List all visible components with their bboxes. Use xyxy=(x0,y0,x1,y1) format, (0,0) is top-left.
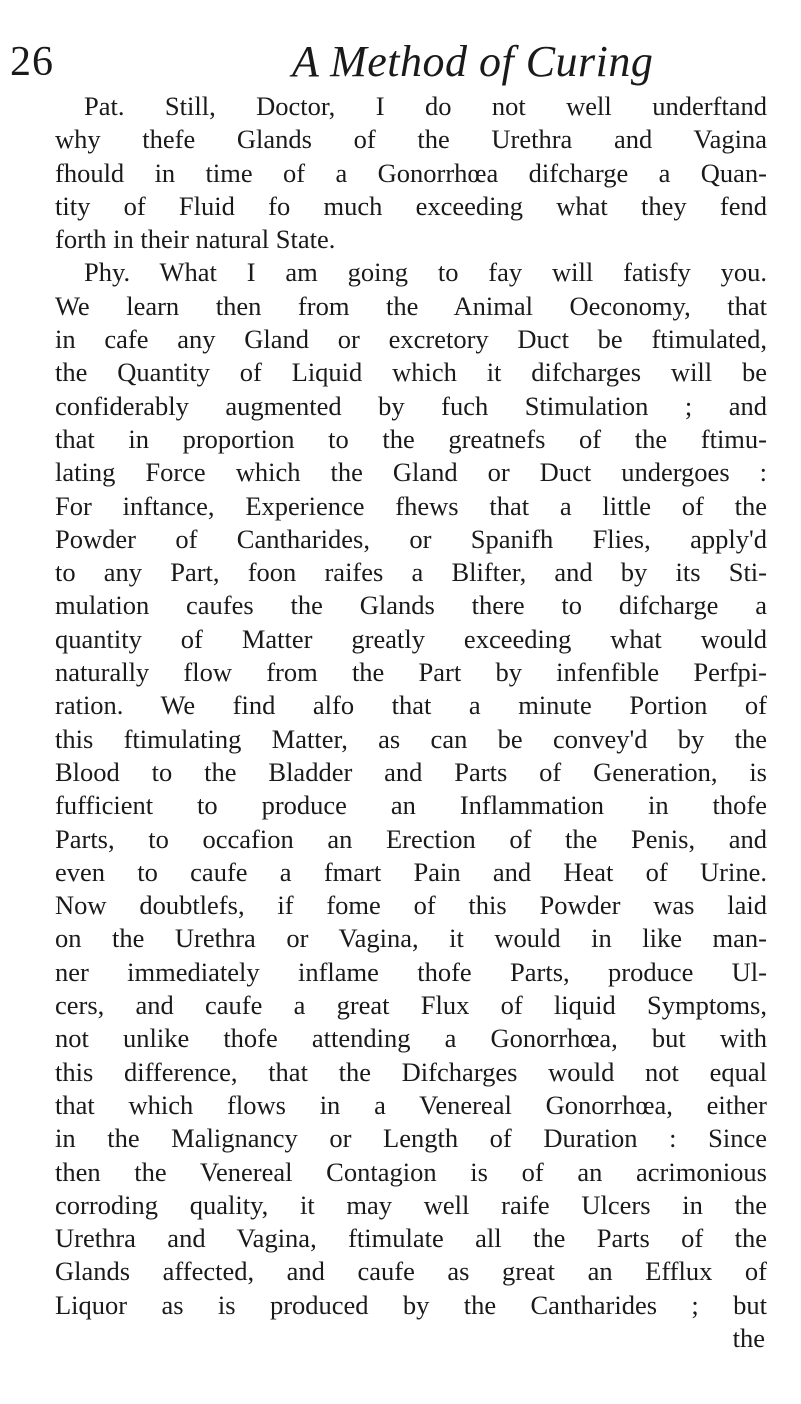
text-line: that in proportion to the greatnefs of the ftimu- xyxy=(55,423,767,454)
text-line: For inftance, Experience fhews that a little of the xyxy=(55,490,767,521)
text-line: the Quantity of Liquid which it difcharges will be xyxy=(55,357,767,388)
text-line: on the Urethra or Vagina, it would in like man- xyxy=(55,923,767,954)
page-number: 26 xyxy=(10,39,54,85)
text-line: Pat. Still, Doctor, I do not well underftand xyxy=(84,91,767,121)
text-line: fufficient to produce an Inflammation in thofe xyxy=(55,790,767,821)
text-line: in cafe any Gland or excretory Duct be ftimulated, xyxy=(55,324,767,355)
text-line: Blood to the Bladder and Parts of Generation, is xyxy=(55,756,767,787)
text-line: to any Part, foon raifes a Blifter, and by its Sti- xyxy=(55,557,767,588)
text-line: Now doubtlefs, if fome of this Powder was laid xyxy=(55,890,767,921)
text-line: Parts, to occafion an Erection of the Penis, and xyxy=(55,823,767,854)
text-line: even to caufe a fmart Pain and Heat of Urine. xyxy=(55,856,767,887)
text-line: that which flows in a Venereal Gonorrhœa, either xyxy=(55,1089,767,1120)
text-line: forth in their natural State. xyxy=(55,224,336,255)
text-line: this ftimulating Matter, as can be convey'd by the xyxy=(55,723,767,754)
text-line: Liquor as is produced by the Cantharides ; but xyxy=(55,1289,767,1320)
text-line: cers, and caufe a great Flux of liquid Symptoms, xyxy=(55,990,767,1021)
text-line: in the Malignancy or Length of Duration : Since xyxy=(55,1123,767,1154)
text-line: ration. We find alfo that a minute Portion of xyxy=(55,690,767,721)
text-line: then the Venereal Contagion is of an acrimonious xyxy=(55,1156,767,1187)
text-line: confiderably augmented by fuch Stimulation ; and xyxy=(55,390,767,421)
text-line: Urethra and Vagina, ftimulate all the Parts of the xyxy=(55,1223,767,1254)
text-line: naturally flow from the Part by infenfible Perfpi- xyxy=(55,657,767,688)
text-line: quantity of Matter greatly exceeding what would xyxy=(55,623,767,654)
text-line: We learn then from the Animal Oeconomy, that xyxy=(55,290,767,321)
text-line: Glands affected, and caufe as great an Efflux of xyxy=(55,1256,767,1287)
text-line: fhould in time of a Gonorrhœa difcharge a Quan- xyxy=(55,157,767,188)
page-header xyxy=(0,38,801,98)
text-line: ner immediately inflame thofe Parts, produce Ul- xyxy=(55,956,767,987)
text-line: why thefe Glands of the Urethra and Vagina xyxy=(55,124,767,155)
text-line: Phy. What I am going to fay will fatisfy you. xyxy=(84,257,767,288)
text-line: mulation caufes the Glands there to difcharge a xyxy=(55,590,767,621)
text-line: tity of Fluid fo much exceeding what they fend xyxy=(55,190,767,221)
text-line: this difference, that the Difcharges would not equal xyxy=(55,1056,767,1087)
text-line: not unlike thofe attending a Gonorrhœa, but with xyxy=(55,1023,767,1054)
body-text xyxy=(55,90,767,1355)
text-line: Powder of Cantharides, or Spanifh Flies, apply'd xyxy=(55,523,767,554)
running-head: A Method of Curing xyxy=(292,37,654,86)
text-line: corroding quality, it may well raife Ulcers in the xyxy=(55,1189,767,1220)
text-line: lating Force which the Gland or Duct undergoes : xyxy=(55,457,767,488)
catchword: the xyxy=(732,1322,765,1353)
